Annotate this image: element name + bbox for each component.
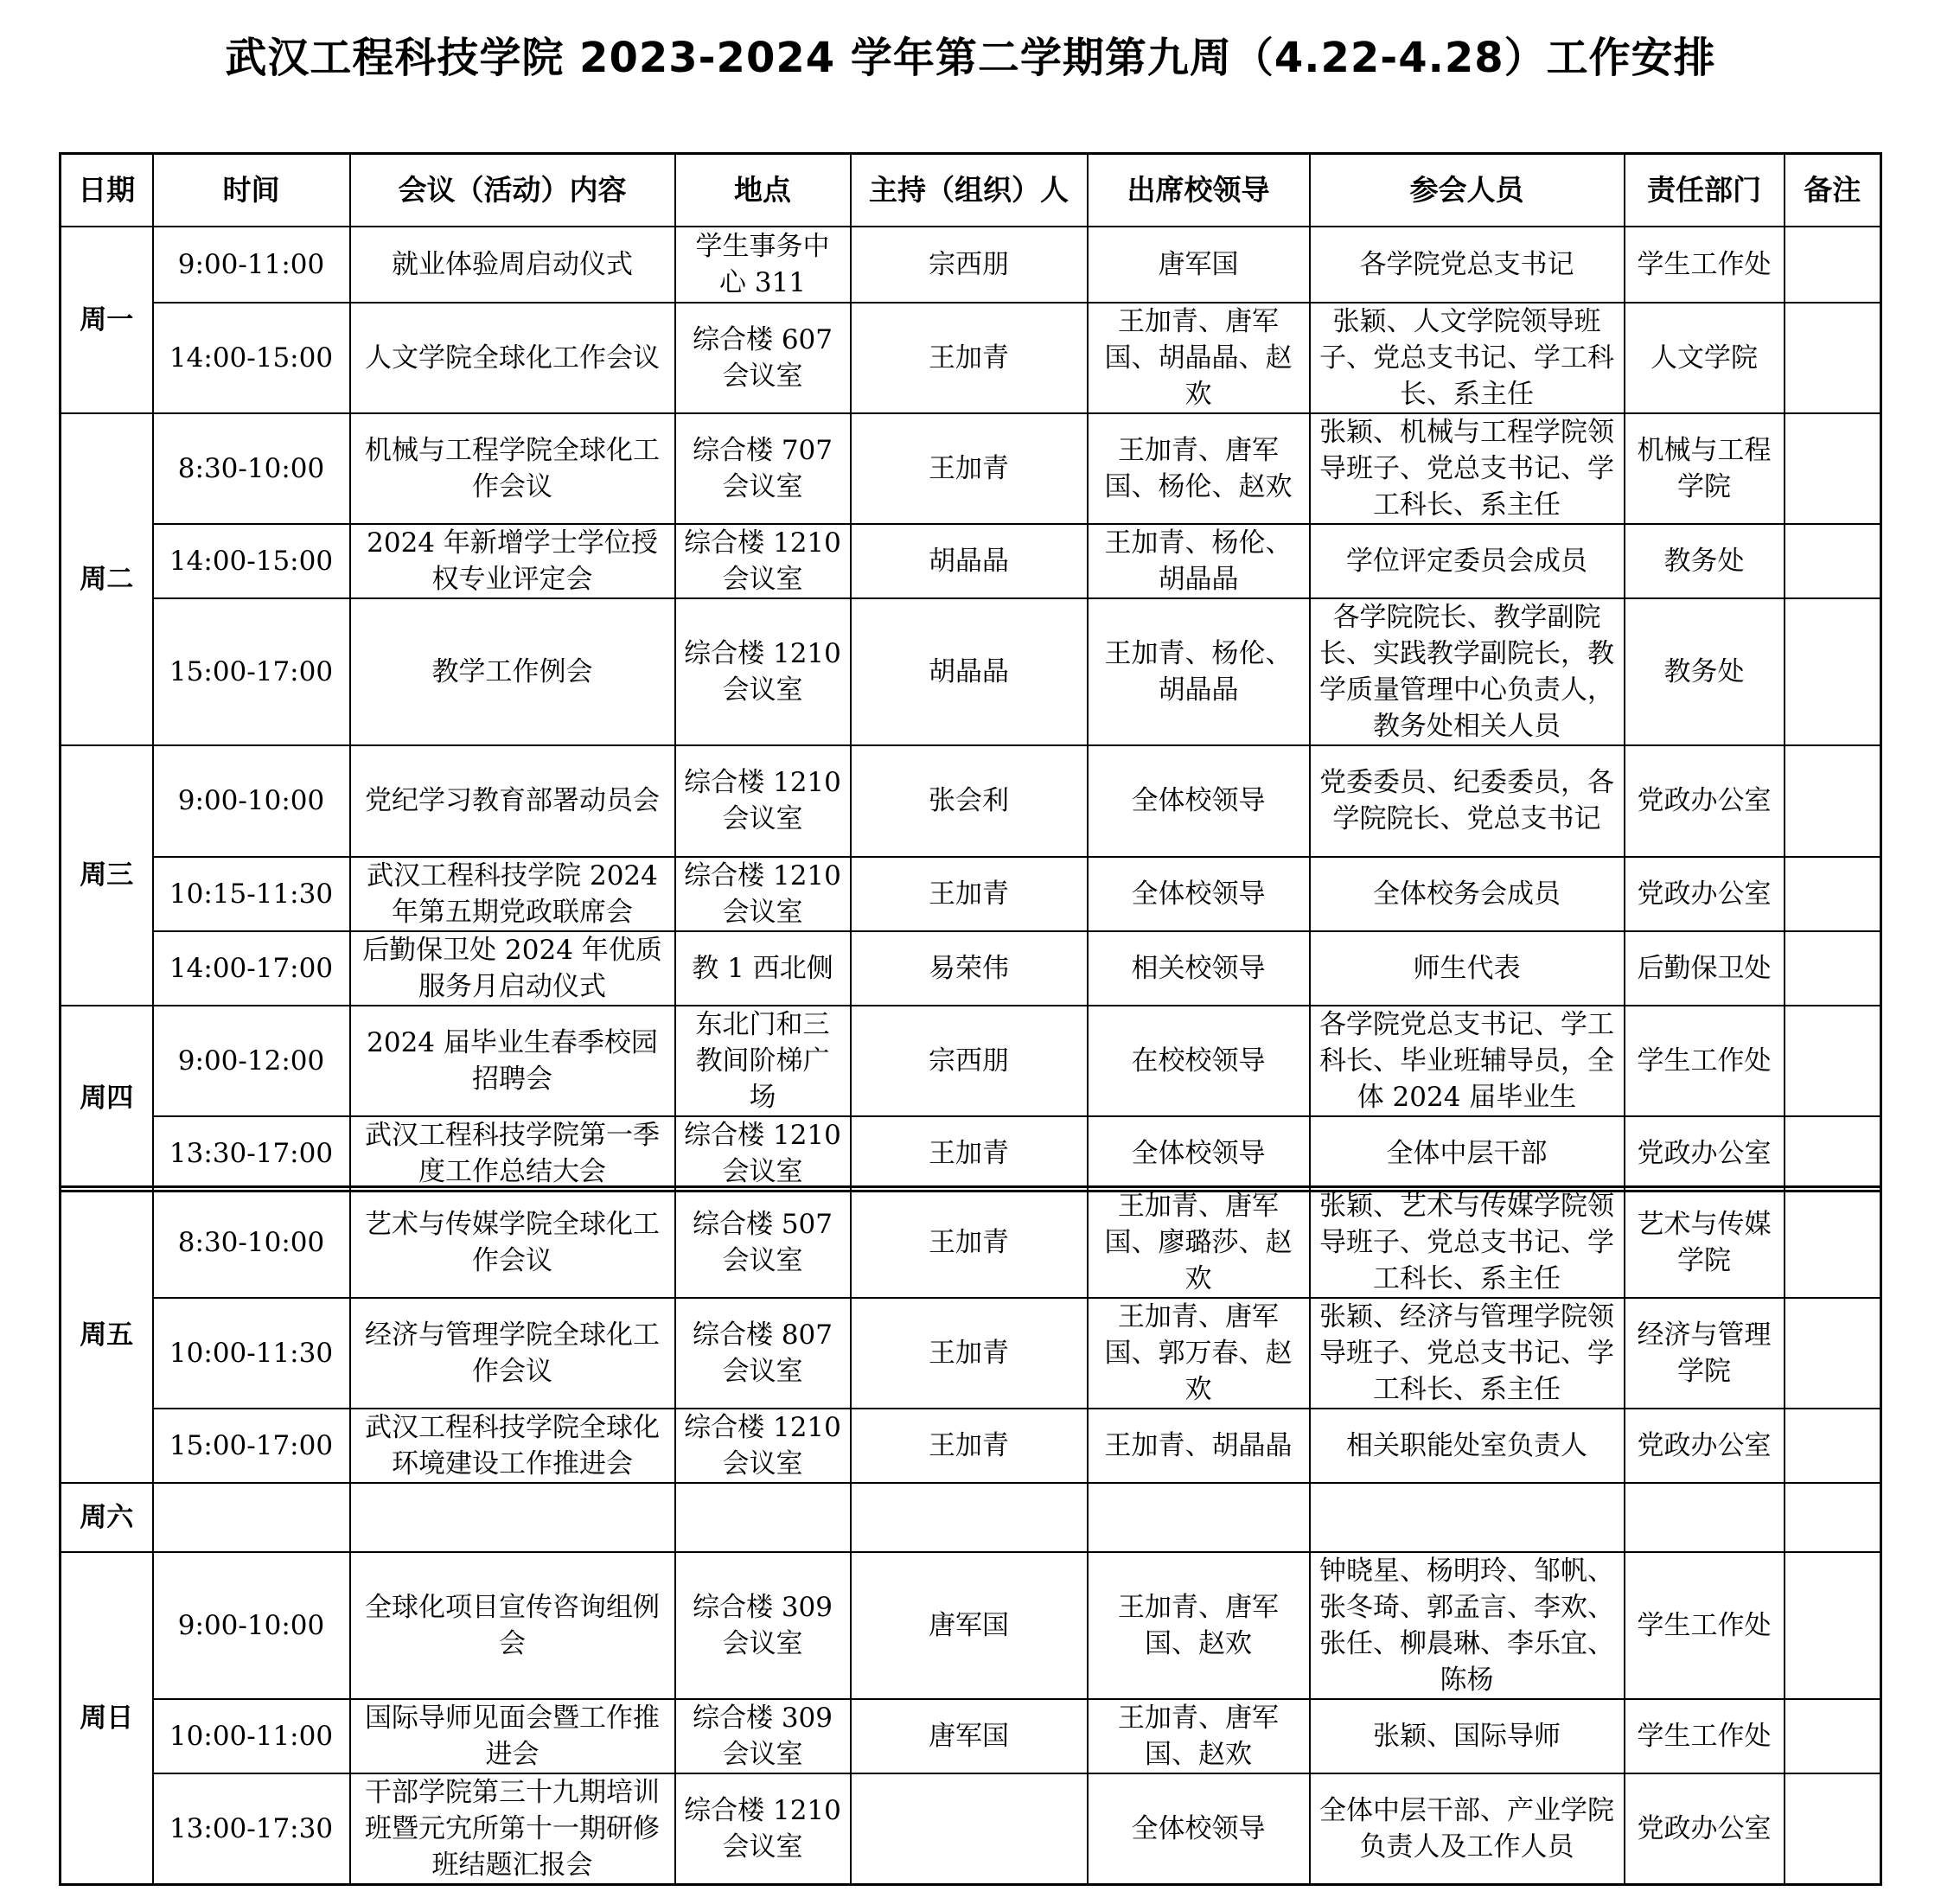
cell-leaders: 全体校领导 xyxy=(1088,1116,1310,1192)
cell-dept: 后勤保卫处 xyxy=(1625,931,1785,1006)
cell-host: 张会利 xyxy=(851,745,1088,857)
cell-dept: 教务处 xyxy=(1625,524,1785,598)
cell-location: 综合楼 309 会议室 xyxy=(675,1699,851,1773)
cell-note xyxy=(1785,1006,1881,1116)
cell-dept: 经济与管理学院 xyxy=(1625,1298,1785,1409)
cell-content: 2024 届毕业生春季校园招聘会 xyxy=(350,1006,675,1116)
cell-attendees: 师生代表 xyxy=(1310,931,1625,1006)
cell-host: 王加青 xyxy=(851,1298,1088,1409)
cell-leaders: 在校校领导 xyxy=(1088,1006,1310,1116)
cell-host: 宗西朋 xyxy=(851,1006,1088,1116)
cell-host: 王加青 xyxy=(851,1116,1088,1192)
cell-location: 综合楼 1210 会议室 xyxy=(675,745,851,857)
cell-host: 王加青 xyxy=(851,857,1088,931)
cell-attendees: 钟晓星、杨明玲、邹帆、张冬琦、郭孟言、李欢、张任、柳晨琳、李乐宜、陈杨 xyxy=(1310,1552,1625,1699)
cell-note xyxy=(1785,598,1881,745)
cell-time: 13:30-17:00 xyxy=(153,1116,350,1192)
schedule-table-part2 xyxy=(59,1185,1882,1886)
cell-dept: 机械与工程学院 xyxy=(1625,413,1785,524)
cell-time: 10:15-11:30 xyxy=(153,857,350,931)
header-attendees: 参会人员 xyxy=(1310,154,1625,227)
table-row xyxy=(61,598,1881,745)
cell-content: 全球化项目宣传咨询组例会 xyxy=(350,1552,675,1699)
cell-location xyxy=(675,1483,851,1552)
cell-location: 综合楼 507 会议室 xyxy=(675,1187,851,1299)
cell-content: 党纪学习教育部署动员会 xyxy=(350,745,675,857)
table-row xyxy=(61,1116,1881,1192)
cell-note xyxy=(1785,1483,1881,1552)
cell-location: 综合楼 607 会议室 xyxy=(675,303,851,413)
cell-leaders: 全体校领导 xyxy=(1088,745,1310,857)
table-row xyxy=(61,1699,1881,1773)
table-row xyxy=(61,1483,1881,1552)
day-sunday: 周日 xyxy=(61,1552,153,1885)
cell-location: 教 1 西北侧 xyxy=(675,931,851,1006)
cell-leaders: 王加青、唐军国、胡晶晶、赵欢 xyxy=(1088,303,1310,413)
header-location: 地点 xyxy=(675,154,851,227)
cell-host: 胡晶晶 xyxy=(851,524,1088,598)
cell-leaders: 全体校领导 xyxy=(1088,857,1310,931)
cell-host: 唐军国 xyxy=(851,1699,1088,1773)
cell-location: 综合楼 1210 会议室 xyxy=(675,857,851,931)
cell-content: 机械与工程学院全球化工作会议 xyxy=(350,413,675,524)
cell-host: 王加青 xyxy=(851,303,1088,413)
cell-location: 东北门和三教间阶梯广场 xyxy=(675,1006,851,1116)
cell-leaders: 王加青、唐军国、杨伦、赵欢 xyxy=(1088,413,1310,524)
cell-content: 2024 年新增学士学位授权专业评定会 xyxy=(350,524,675,598)
cell-dept: 学生工作处 xyxy=(1625,1006,1785,1116)
table-row xyxy=(61,931,1881,1006)
cell-note xyxy=(1785,1187,1881,1299)
header-note: 备注 xyxy=(1785,154,1881,227)
cell-dept: 党政办公室 xyxy=(1625,1773,1785,1885)
schedule-table-part1 xyxy=(59,152,1882,1192)
cell-dept: 党政办公室 xyxy=(1625,1116,1785,1192)
cell-dept: 党政办公室 xyxy=(1625,1409,1785,1483)
header-host: 主持（组织）人 xyxy=(851,154,1088,227)
table-row xyxy=(61,1298,1881,1409)
cell-note xyxy=(1785,1699,1881,1773)
cell-location: 综合楼 1210 会议室 xyxy=(675,1773,851,1885)
cell-host: 王加青 xyxy=(851,413,1088,524)
cell-host: 王加青 xyxy=(851,1409,1088,1483)
cell-attendees: 张颖、国际导师 xyxy=(1310,1699,1625,1773)
cell-location: 综合楼 807 会议室 xyxy=(675,1298,851,1409)
cell-dept xyxy=(1625,1483,1785,1552)
cell-host: 胡晶晶 xyxy=(851,598,1088,745)
cell-content: 教学工作例会 xyxy=(350,598,675,745)
cell-attendees: 全体中层干部 xyxy=(1310,1116,1625,1192)
day-tuesday: 周二 xyxy=(61,413,153,745)
cell-note xyxy=(1785,857,1881,931)
cell-dept: 学生工作处 xyxy=(1625,1552,1785,1699)
cell-note xyxy=(1785,931,1881,1006)
table-row xyxy=(61,303,1881,413)
table-row xyxy=(61,857,1881,931)
cell-content: 后勤保卫处 2024 年优质服务月启动仪式 xyxy=(350,931,675,1006)
cell-dept: 人文学院 xyxy=(1625,303,1785,413)
table-row xyxy=(61,1409,1881,1483)
cell-attendees: 张颖、机械与工程学院领导班子、党总支书记、学工科长、系主任 xyxy=(1310,413,1625,524)
page-title: 武汉工程科技学院 2023-2024 学年第二学期第九周（4.22-4.28）工作安排 xyxy=(225,34,1716,82)
cell-time: 9:00-10:00 xyxy=(153,1552,350,1699)
cell-content: 艺术与传媒学院全球化工作会议 xyxy=(350,1187,675,1299)
cell-leaders: 王加青、唐军国、郭万春、赵欢 xyxy=(1088,1298,1310,1409)
header-time: 时间 xyxy=(153,154,350,227)
header-leaders: 出席校领导 xyxy=(1088,154,1310,227)
cell-content: 武汉工程科技学院全球化环境建设工作推进会 xyxy=(350,1409,675,1483)
cell-location: 学生事务中心 311 xyxy=(675,227,851,303)
cell-content: 武汉工程科技学院 2024 年第五期党政联席会 xyxy=(350,857,675,931)
day-wednesday: 周三 xyxy=(61,745,153,1006)
cell-attendees: 张颖、经济与管理学院领导班子、党总支书记、学工科长、系主任 xyxy=(1310,1298,1625,1409)
table-row xyxy=(61,227,1881,303)
cell-content: 武汉工程科技学院第一季度工作总结大会 xyxy=(350,1116,675,1192)
cell-host: 易荣伟 xyxy=(851,931,1088,1006)
cell-leaders: 王加青、唐军国、廖璐莎、赵欢 xyxy=(1088,1187,1310,1299)
cell-time: 9:00-11:00 xyxy=(153,227,350,303)
cell-time: 10:00-11:30 xyxy=(153,1298,350,1409)
cell-note xyxy=(1785,524,1881,598)
cell-content: 人文学院全球化工作会议 xyxy=(350,303,675,413)
cell-content: 就业体验周启动仪式 xyxy=(350,227,675,303)
cell-location: 综合楼 707 会议室 xyxy=(675,413,851,524)
cell-note xyxy=(1785,227,1881,303)
cell-content: 干部学院第三十九期培训班暨元宄所第十一期研修班结题汇报会 xyxy=(350,1773,675,1885)
day-thursday: 周四 xyxy=(61,1006,153,1192)
cell-leaders: 王加青、唐军国、赵欢 xyxy=(1088,1552,1310,1699)
table-row xyxy=(61,745,1881,857)
cell-location: 综合楼 1210 会议室 xyxy=(675,1409,851,1483)
cell-time xyxy=(153,1483,350,1552)
header-row xyxy=(61,154,1881,227)
cell-time: 14:00-15:00 xyxy=(153,524,350,598)
cell-time: 8:30-10:00 xyxy=(153,1187,350,1299)
cell-time: 13:00-17:30 xyxy=(153,1773,350,1885)
cell-note xyxy=(1785,745,1881,857)
cell-attendees xyxy=(1310,1483,1625,1552)
cell-time: 8:30-10:00 xyxy=(153,413,350,524)
cell-attendees: 张颖、艺术与传媒学院领导班子、党总支书记、学工科长、系主任 xyxy=(1310,1187,1625,1299)
table-row xyxy=(61,1773,1881,1885)
table-row xyxy=(61,1187,1881,1299)
day-monday: 周一 xyxy=(61,227,153,413)
cell-leaders: 王加青、杨伦、胡晶晶 xyxy=(1088,524,1310,598)
cell-content: 国际导师见面会暨工作推进会 xyxy=(350,1699,675,1773)
cell-time: 9:00-10:00 xyxy=(153,745,350,857)
cell-dept: 教务处 xyxy=(1625,598,1785,745)
day-friday: 周五 xyxy=(61,1187,153,1484)
cell-time: 10:00-11:00 xyxy=(153,1699,350,1773)
cell-location: 综合楼 1210 会议室 xyxy=(675,598,851,745)
header-content: 会议（活动）内容 xyxy=(350,154,675,227)
cell-time: 14:00-17:00 xyxy=(153,931,350,1006)
cell-time: 14:00-15:00 xyxy=(153,303,350,413)
cell-host: 宗西朋 xyxy=(851,227,1088,303)
cell-leaders: 全体校领导 xyxy=(1088,1773,1310,1885)
cell-location: 综合楼 309 会议室 xyxy=(675,1552,851,1699)
cell-attendees: 党委委员、纪委委员，各学院院长、党总支书记 xyxy=(1310,745,1625,857)
cell-note xyxy=(1785,1116,1881,1192)
cell-leaders: 王加青、唐军国、赵欢 xyxy=(1088,1699,1310,1773)
cell-attendees: 各学院党总支书记、学工科长、毕业班辅导员，全体 2024 届毕业生 xyxy=(1310,1006,1625,1116)
cell-dept: 学生工作处 xyxy=(1625,1699,1785,1773)
cell-time: 15:00-17:00 xyxy=(153,1409,350,1483)
cell-dept: 党政办公室 xyxy=(1625,857,1785,931)
cell-note xyxy=(1785,303,1881,413)
cell-host: 唐军国 xyxy=(851,1552,1088,1699)
header-date: 日期 xyxy=(61,154,153,227)
cell-dept: 艺术与传媒学院 xyxy=(1625,1187,1785,1299)
header-dept: 责任部门 xyxy=(1625,154,1785,227)
cell-note xyxy=(1785,1409,1881,1483)
cell-leaders xyxy=(1088,1483,1310,1552)
cell-note xyxy=(1785,1773,1881,1885)
cell-content: 经济与管理学院全球化工作会议 xyxy=(350,1298,675,1409)
cell-dept: 党政办公室 xyxy=(1625,745,1785,857)
cell-attendees: 各学院党总支书记 xyxy=(1310,227,1625,303)
table-row xyxy=(61,1552,1881,1699)
cell-attendees: 全体中层干部、产业学院负责人及工作人员 xyxy=(1310,1773,1625,1885)
cell-location: 综合楼 1210 会议室 xyxy=(675,1116,851,1192)
cell-host xyxy=(851,1483,1088,1552)
cell-note xyxy=(1785,1298,1881,1409)
cell-attendees: 相关职能处室负责人 xyxy=(1310,1409,1625,1483)
cell-host: 王加青 xyxy=(851,1187,1088,1299)
cell-note xyxy=(1785,1552,1881,1699)
cell-attendees: 全体校务会成员 xyxy=(1310,857,1625,931)
table-row xyxy=(61,524,1881,598)
cell-attendees: 各学院院长、教学副院长、实践教学副院长，教学质量管理中心负责人，教务处相关人员 xyxy=(1310,598,1625,745)
cell-time: 15:00-17:00 xyxy=(153,598,350,745)
cell-content xyxy=(350,1483,675,1552)
cell-leaders: 王加青、杨伦、胡晶晶 xyxy=(1088,598,1310,745)
cell-time: 9:00-12:00 xyxy=(153,1006,350,1116)
cell-host xyxy=(851,1773,1088,1885)
cell-attendees: 学位评定委员会成员 xyxy=(1310,524,1625,598)
cell-note xyxy=(1785,413,1881,524)
cell-location: 综合楼 1210 会议室 xyxy=(675,524,851,598)
table-row xyxy=(61,1006,1881,1116)
cell-leaders: 唐军国 xyxy=(1088,227,1310,303)
table-row xyxy=(61,413,1881,524)
cell-leaders: 相关校领导 xyxy=(1088,931,1310,1006)
cell-attendees: 张颖、人文学院领导班子、党总支书记、学工科长、系主任 xyxy=(1310,303,1625,413)
cell-leaders: 王加青、胡晶晶 xyxy=(1088,1409,1310,1483)
cell-dept: 学生工作处 xyxy=(1625,227,1785,303)
day-saturday: 周六 xyxy=(61,1483,153,1552)
